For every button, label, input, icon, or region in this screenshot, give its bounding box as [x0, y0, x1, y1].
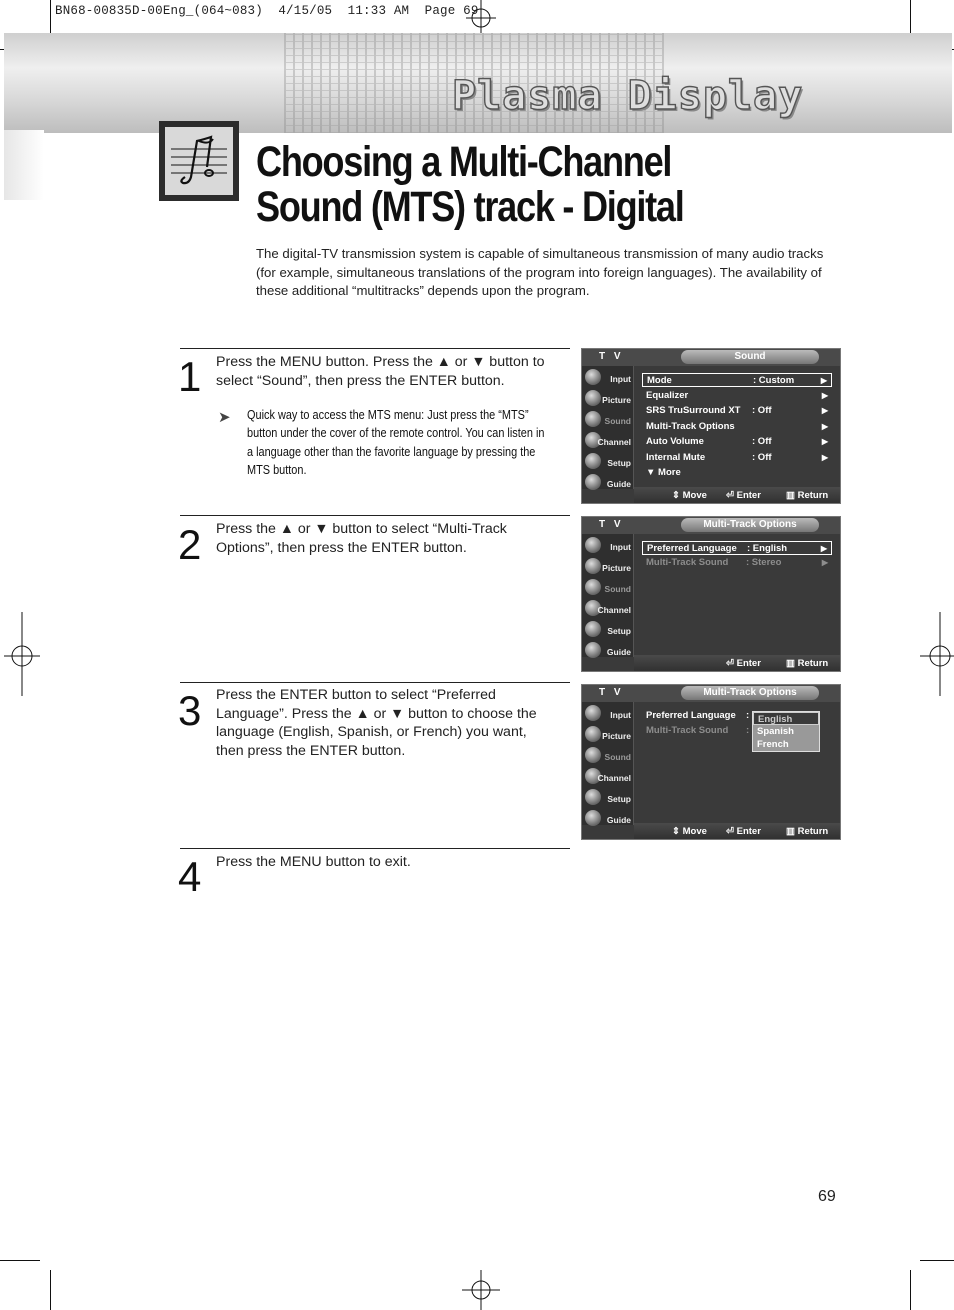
intro-paragraph: The digital-TV transmission system is capable of simultaneous transmission of many audio tracks (for example, simultaneous translations of the program into foreign languages). The availability of these additional “multitracks” depends upon the program. — [256, 246, 824, 298]
registration-mark-right — [920, 612, 954, 696]
enter-hint: ⏎ Enter — [726, 490, 761, 501]
move-hint: ⇕ Move — [672, 490, 707, 501]
step-number: 3 — [178, 687, 202, 734]
osd-multitrack-menu: T V Multi-Track Options Input Picture Sound Channel Setup Guide Preferred Language : English ▶ Multi-Track Sound : Stereo ▶ ⏎ Enter ▥ Return — [581, 516, 841, 672]
language-option[interactable]: Spanish — [757, 726, 794, 737]
osd-row: Multi-Track Sound : — [646, 725, 750, 736]
return-hint: ▥ Return — [786, 826, 829, 837]
input-icon — [585, 537, 601, 553]
input-icon — [585, 369, 601, 385]
osd-header: Sound — [681, 350, 819, 364]
input-icon — [585, 705, 601, 721]
step-text: Press the MENU button to exit. — [216, 854, 411, 870]
music-note-icon — [159, 121, 239, 201]
osd-row: Preferred Language : English ▶ — [642, 541, 832, 555]
step-text: Press the MENU button. Press the ▲ or ▼ button to select “Sound”, then press the ENTER button. — [216, 354, 545, 389]
sound-icon — [585, 411, 601, 427]
page-number: 69 — [818, 1188, 836, 1205]
osd-header: Multi-Track Options — [681, 686, 819, 700]
return-hint: ▥ Return — [786, 490, 829, 501]
step-divider — [180, 515, 570, 516]
step-number: 2 — [178, 521, 202, 568]
header-banner — [4, 33, 952, 133]
osd-tv-label: T V — [599, 351, 624, 362]
registration-mark-left — [4, 612, 40, 696]
setup-icon — [585, 453, 601, 469]
step-text: Press the ENTER button to select “Preferred Language”. Press the ▲ or ▼ button to choose the language (English, Spanish, or French) you want, then press the ENTER button. — [216, 687, 537, 759]
osd-sidebar: Input Picture Sound Channel Setup Guide — [582, 534, 634, 657]
picture-icon — [585, 726, 601, 742]
language-dropdown[interactable] — [752, 711, 820, 752]
note-arrow-icon: ➤ — [218, 409, 231, 426]
osd-row: Equalizer ▶ — [646, 390, 828, 401]
step-text: Press the ▲ or ▼ button to select “Multi-Track Options”, then press the ENTER button. — [216, 521, 507, 556]
guide-icon — [585, 474, 601, 490]
setup-icon — [585, 789, 601, 805]
osd-sidebar: Input Picture Sound Channel Setup Guide — [582, 702, 634, 825]
language-option[interactable]: English — [753, 712, 819, 725]
osd-row: Preferred Language : — [646, 710, 750, 721]
osd-side-sound: Sound — [582, 410, 634, 431]
osd-row: Mode : Custom ▶ — [642, 373, 832, 387]
osd-header: Multi-Track Options — [681, 518, 819, 532]
osd-side-setup: Setup — [582, 452, 634, 473]
osd-row: Multi-Track Sound : Stereo ▶ — [646, 557, 828, 568]
osd-side-channel: Channel — [582, 431, 634, 452]
step-divider — [180, 682, 570, 683]
print-slug: BN68-00835D-00Eng_(064~083) 4/15/05 11:33 AM Page 69 — [55, 4, 479, 18]
move-hint: ⇕ Move — [672, 826, 707, 837]
banner-title: Plasma Display — [452, 73, 804, 119]
osd-row: SRS TruSurround XT : Off ▶ — [646, 405, 828, 416]
sound-icon — [585, 579, 601, 595]
osd-row: Multi-Track Options ▶ — [646, 421, 828, 432]
page-title-line2: Sound (MTS) track - Digital — [256, 183, 684, 231]
guide-icon — [585, 642, 601, 658]
registration-mark-bottom — [462, 1270, 500, 1310]
osd-side-guide: Guide — [582, 473, 634, 494]
osd-sound-menu — [581, 348, 841, 504]
osd-footer — [634, 823, 841, 840]
osd-row: Auto Volume : Off ▶ — [646, 436, 828, 447]
enter-hint: ⏎ Enter — [726, 658, 761, 669]
note-text: Quick way to access the MTS menu: Just press the “MTS” button under the cover of the remote control. You can listen in a language other than the favorite language by pressing the MTS button. — [247, 407, 545, 477]
enter-hint: ⏎ Enter — [726, 826, 761, 837]
page-title — [256, 140, 684, 230]
osd-side-input: Input — [582, 368, 634, 389]
osd-sidebar — [582, 366, 634, 489]
osd-footer — [634, 655, 841, 672]
picture-icon — [585, 558, 601, 574]
osd-language-menu: T V Multi-Track Options Input Picture Sound Channel Setup Guide Preferred Language : Multi-Track Sound : English Spanish French ⇕ Move ⏎ Enter ▥ Return — [581, 684, 841, 840]
osd-row: ▼ More — [646, 467, 681, 478]
language-option[interactable]: French — [757, 739, 789, 750]
page-title-line1: Choosing a Multi-Channel — [256, 138, 672, 186]
osd-row: Internal Mute : Off ▶ — [646, 452, 828, 463]
step-divider — [180, 348, 570, 349]
step-number: 4 — [178, 853, 202, 900]
step-divider — [180, 848, 570, 849]
osd-footer — [634, 487, 841, 504]
osd-side-picture: Picture — [582, 389, 634, 410]
picture-icon — [585, 390, 601, 406]
guide-icon — [585, 810, 601, 826]
side-shade — [4, 130, 44, 200]
return-hint: ▥ Return — [786, 658, 829, 669]
sound-icon — [585, 747, 601, 763]
step-number: 1 — [178, 353, 202, 400]
setup-icon — [585, 621, 601, 637]
